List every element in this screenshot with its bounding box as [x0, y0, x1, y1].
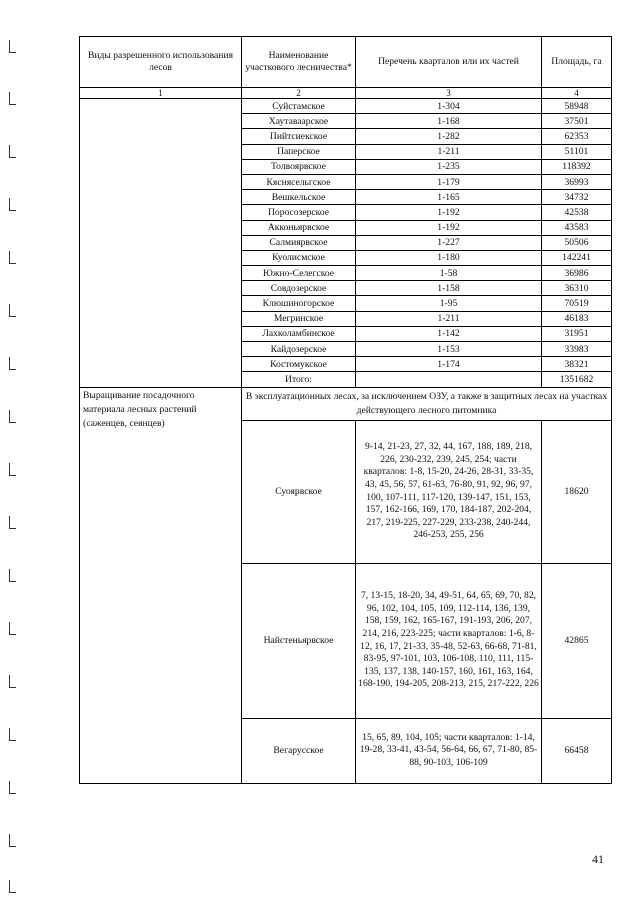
header-cell: Наименование участкового лесничества* — [242, 37, 356, 88]
forestry-quarters: 1-174 — [356, 357, 542, 372]
forestry-name: Суйстамское — [242, 99, 356, 114]
column-number: 1 — [80, 88, 242, 99]
forestry-name: Южно-Селегское — [242, 266, 356, 281]
forestry-quarters: 1-227 — [356, 235, 542, 250]
forestry-name: Костомукское — [242, 357, 356, 372]
nursery-quarters: 9-14, 21-23, 27, 32, 44, 167, 188, 189, 218, 226, 230-232, 239, 245, 254; части кварталов: 1-8, 15-20, 24-26, 28-31, 33-35, 43, 45, 56, 57, 61-63, 76-80, 91, 92, 96, 97, 100, 107-111, 117-120, 139-147, 151, 153, 157, 162-166, 169, 170, 184-187, 202-204, 217, 219-225, 227-229, 233-238, 240-244, 246-253, 255, 256 — [356, 420, 542, 563]
forestry-name: Кайдозерское — [242, 342, 356, 357]
forestry-quarters: 1-58 — [356, 266, 542, 281]
forest-use-table — [79, 36, 612, 784]
forestry-name: Салмиярвское — [242, 235, 356, 250]
header-cell: Перечень кварталов или их частей — [356, 37, 542, 88]
forestry-name: Акконьярвское — [242, 220, 356, 235]
header-cell: Площадь, га — [542, 37, 612, 88]
forestry-quarters: 1-192 — [356, 205, 542, 220]
forestry-name: Клюшиногорское — [242, 296, 356, 311]
forestry-area: 50506 — [542, 235, 612, 250]
column-number: 4 — [542, 88, 612, 99]
nursery-quarters: 15, 65, 89, 104, 105; части кварталов: 1-14, 19-28, 33-41, 43-54, 56-64, 66, 67, 71-80, 85-88, 90-103, 106-109 — [356, 718, 542, 783]
forestry-quarters: 1-192 — [356, 220, 542, 235]
forestry-area: 118392 — [542, 159, 612, 174]
page-number: 41 — [592, 852, 604, 866]
forestry-quarters: 1-179 — [356, 174, 542, 189]
total-quarters — [356, 372, 542, 387]
forestry-name: Куолисмское — [242, 250, 356, 265]
forestry-quarters: 1-304 — [356, 99, 542, 114]
forestry-row — [80, 99, 612, 114]
nursery-forestry-name: Вегарусское — [242, 718, 356, 783]
forestry-name: Поросозерское — [242, 205, 356, 220]
forestry-area: 43583 — [542, 220, 612, 235]
forestry-area: 34732 — [542, 190, 612, 205]
nursery-area: 66458 — [542, 718, 612, 783]
binding-marks — [0, 0, 20, 905]
nursery-purpose: Выращивание посадочного материала лесных растений (саженцев, сеянцев) — [80, 387, 242, 783]
forestry-area: 36986 — [542, 266, 612, 281]
forestry-name: Лахколамбинское — [242, 326, 356, 341]
forestry-name: Паперское — [242, 144, 356, 159]
forestry-name: Хаутаваарское — [242, 114, 356, 129]
forestry-area: 46183 — [542, 311, 612, 326]
forestry-quarters: 1-153 — [356, 342, 542, 357]
forestry-area: 70519 — [542, 296, 612, 311]
nursery-area: 42865 — [542, 563, 612, 718]
nursery-forestry-name: Найстеньярвское — [242, 563, 356, 718]
nursery-note: В эксплуатационных лесах, за исключением ОЗУ, а также в защитных лесах на участках действующего лесного питомника — [242, 387, 612, 420]
forestry-area: 42538 — [542, 205, 612, 220]
total-label: Итого: — [242, 372, 356, 387]
forestry-area: 62353 — [542, 129, 612, 144]
forestry-area: 58948 — [542, 99, 612, 114]
nursery-quarters: 7, 13-15, 18-20, 34, 49-51, 64, 65, 69, 70, 82, 96, 102, 104, 105, 109, 112-114, 136, 139, 158, 159, 162, 165-167, 191-193, 206, 207, 214, 216, 223-225; части кварталов: 1-6, 8-12, 16, 17, 21-33, 35-48, 52-63, 66-68, 71-81, 83-95, 97-101, 103, 106-108, 110, 111, 115-135, 137, 138, 140-157, 160, 161, 163, 164, 168-190, 194-205, 208-213, 215, 217-222, 226 — [356, 563, 542, 718]
forestry-quarters: 1-158 — [356, 281, 542, 296]
nursery-area: 18620 — [542, 420, 612, 563]
forestry-quarters: 1-180 — [356, 250, 542, 265]
forestry-name: Толвоярвское — [242, 159, 356, 174]
forestry-quarters: 1-282 — [356, 129, 542, 144]
empty-purpose-cell — [80, 99, 242, 388]
forestry-name: Совдозерское — [242, 281, 356, 296]
forestry-name: Вешкельское — [242, 190, 356, 205]
header-row — [80, 37, 612, 88]
column-number-row — [80, 88, 612, 99]
forestry-name: Кяснясельгское — [242, 174, 356, 189]
forestry-quarters: 1-235 — [356, 159, 542, 174]
forestry-area: 36310 — [542, 281, 612, 296]
forestry-area: 36993 — [542, 174, 612, 189]
forestry-name: Пийтсиекское — [242, 129, 356, 144]
forestry-area: 33983 — [542, 342, 612, 357]
column-number: 3 — [356, 88, 542, 99]
total-area: 1351682 — [542, 372, 612, 387]
forestry-area: 142241 — [542, 250, 612, 265]
forestry-quarters: 1-168 — [356, 114, 542, 129]
nursery-note-row — [80, 387, 612, 420]
forestry-quarters: 1-165 — [356, 190, 542, 205]
forestry-area: 38321 — [542, 357, 612, 372]
forestry-area: 31951 — [542, 326, 612, 341]
forestry-area: 37501 — [542, 114, 612, 129]
forestry-name: Мегринское — [242, 311, 356, 326]
forestry-area: 51101 — [542, 144, 612, 159]
forestry-quarters: 1-142 — [356, 326, 542, 341]
forestry-quarters: 1-211 — [356, 311, 542, 326]
header-cell: Виды разрешенного использования лесов — [80, 37, 242, 88]
nursery-forestry-name: Суоярвское — [242, 420, 356, 563]
column-number: 2 — [242, 88, 356, 99]
forestry-quarters: 1-95 — [356, 296, 542, 311]
forestry-quarters: 1-211 — [356, 144, 542, 159]
